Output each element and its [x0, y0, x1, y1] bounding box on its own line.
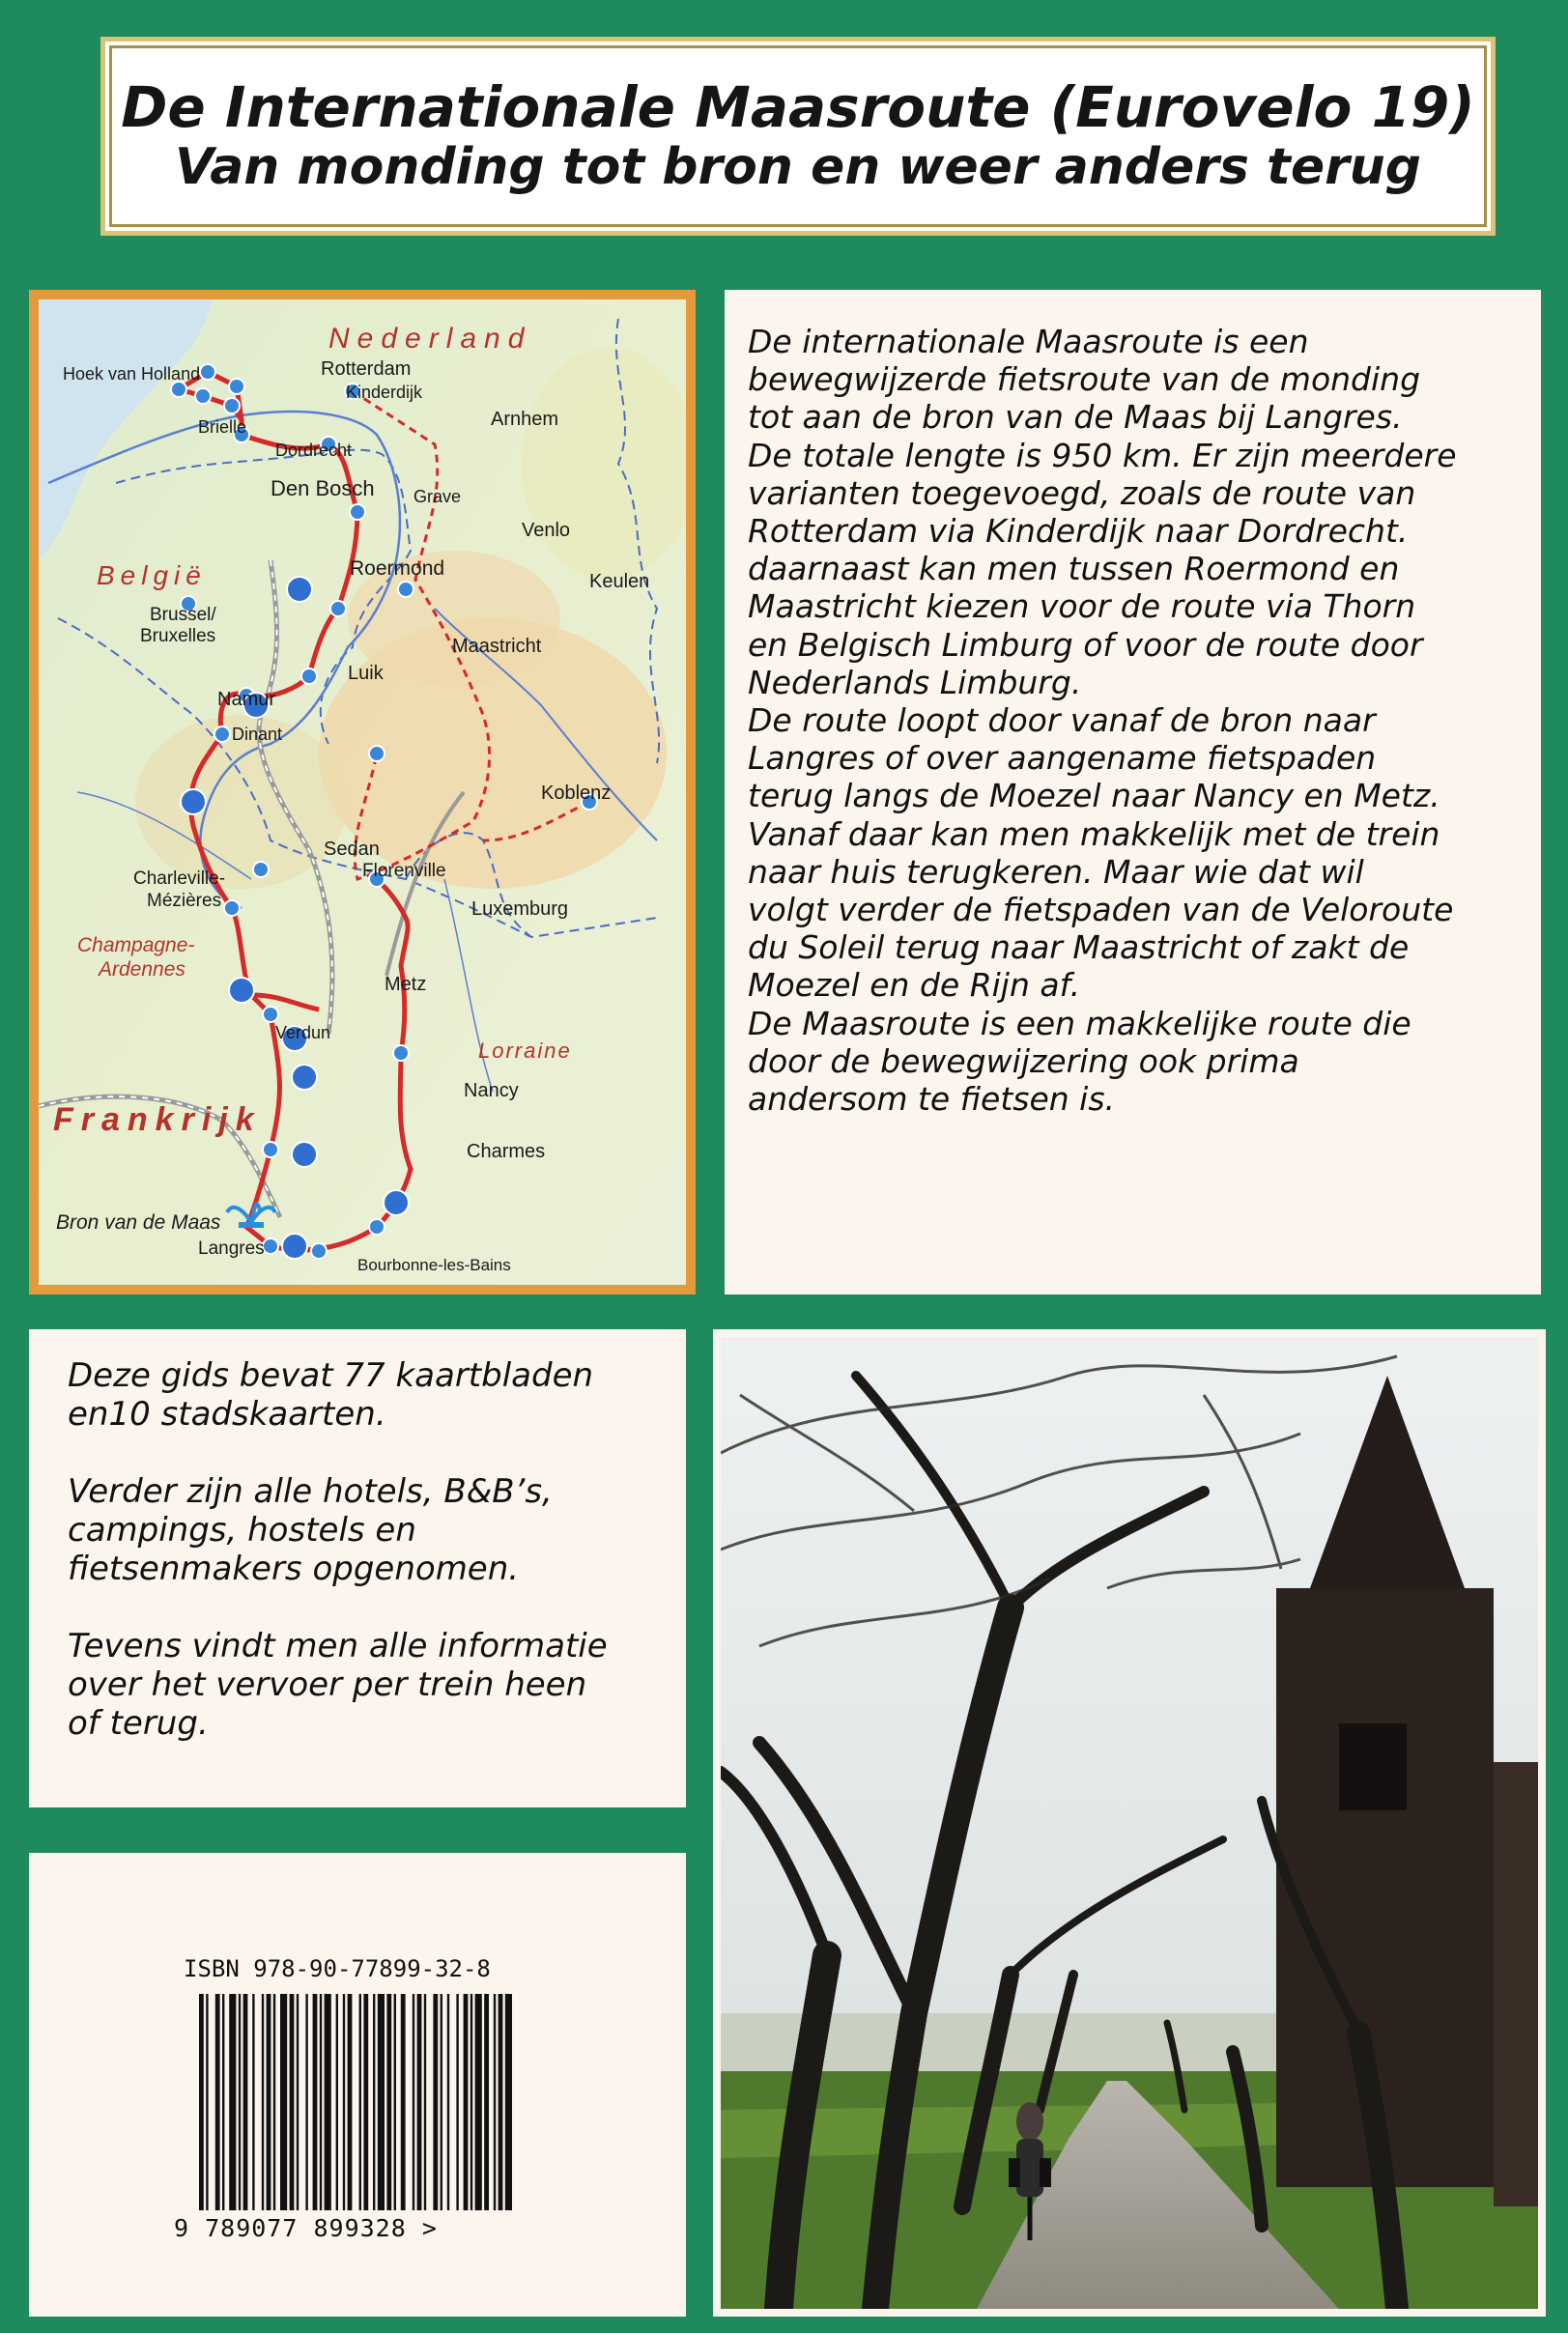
barcode-bar — [243, 1994, 248, 2210]
isbn-number: ISBN 978-90-77899-32-8 — [184, 1955, 491, 1982]
barcode-bar — [417, 1994, 422, 2210]
barcode-bar — [394, 1994, 396, 2210]
place-label: Bruxelles — [140, 626, 216, 646]
station-dot — [224, 398, 240, 413]
barcode-bar — [290, 1994, 295, 2210]
place-label: Hoek van Holland — [63, 364, 201, 384]
info-paragraph: Deze gids bevat 77 kaartbladen en10 stadskaarten. — [68, 1356, 594, 1434]
description-text: De internationale Maasroute is een bewegwijzerde fietsroute van de monding tot aan de bron van de Maas bij Langres. De totale lengte is 950 km. Er zijn meerdere varianten toegevoegd, zoals de route van Rotterdam via Kinderdijk naar Dordrecht. daarnaast kan men tussen Roermond en Maastricht kiezen voor de route via Thorn en Belgisch Limburg of voor de route door Nederlands Limburg. De route loopt door vanaf de bron naar Langres of over aangename fietspaden terug langs de Moezel naar Nancy en Metz. Vanaf daar kan men makkelijk met de trein naar huis terugkeren. Maar wie dat wil volgt verder de fietspaden van de Veloroute du Soleil terug naar Maastricht of zakt de Moezel en de Rijn af. De Maasroute is een makkelijke route die door de bewegwijzering ook prima andersom te fietsen is. — [748, 323, 1457, 1119]
place-label: Bourbonne-les-Bains — [357, 1256, 511, 1274]
place-label: Maastricht — [452, 636, 542, 657]
place-label: Dordrecht — [275, 441, 353, 460]
barcode-bar — [313, 1994, 318, 2210]
barcode-bar — [206, 1994, 208, 2210]
station-dot — [398, 582, 413, 597]
barcode-bar — [447, 1994, 449, 2210]
place-label: Bron van de Maas — [56, 1211, 221, 1234]
bike-icon — [287, 577, 312, 602]
barcode-bar — [343, 1994, 345, 2210]
country-label: Frankrijk — [53, 1101, 262, 1138]
station-dot — [369, 746, 385, 761]
info-panel — [29, 1329, 686, 1807]
barcode-bar — [280, 1994, 287, 2210]
barcode-bar — [215, 1994, 220, 2210]
place-label: Florenville — [362, 861, 446, 881]
barcode-bar — [222, 1994, 224, 2210]
route-map — [39, 299, 686, 1285]
place-label: Koblenz — [541, 782, 612, 804]
barcode-bar — [494, 1994, 496, 2210]
description-panel — [725, 290, 1541, 1295]
station-dot — [369, 1219, 385, 1235]
page-subtitle: Van monding tot bron en weer anders terug — [174, 138, 1422, 197]
place-label: Roermond — [350, 557, 445, 580]
station-dot — [171, 382, 186, 397]
barcode-bar — [433, 1994, 438, 2210]
bike-icon — [384, 1190, 409, 1215]
station-dot — [263, 1007, 278, 1022]
barcode-bar — [499, 1994, 503, 2210]
station-dot — [195, 388, 211, 404]
barcode-bar — [470, 1994, 472, 2210]
barcode-bar — [199, 1994, 204, 2210]
bike-icon — [292, 1142, 317, 1167]
place-label: Grave — [413, 487, 462, 506]
place-label: Mézières — [147, 891, 222, 911]
isbn-panel — [29, 1853, 686, 2317]
place-label: Kinderdijk — [346, 383, 423, 402]
bike-icon — [181, 789, 206, 814]
place-label: Luik — [348, 663, 384, 684]
station-dot — [229, 379, 244, 394]
barcode-graphic — [199, 1994, 512, 2210]
barcode-bar — [363, 1994, 368, 2210]
place-label: Den Bosch — [271, 476, 375, 500]
station-dot — [253, 862, 269, 877]
region-label: Ardennes — [99, 958, 185, 981]
place-label: Brussel/ — [150, 605, 216, 625]
station-dot — [350, 504, 365, 520]
place-label: Sedan — [324, 839, 380, 860]
title-banner — [100, 37, 1496, 236]
region-label: Lorraine — [478, 1038, 572, 1063]
cyclist-photo — [721, 1337, 1538, 2309]
country-label: België — [97, 560, 207, 590]
station-dot — [224, 900, 240, 916]
station-dot — [200, 364, 215, 380]
place-label: Arnhem — [491, 409, 559, 430]
country-label: Nederland — [328, 323, 532, 355]
barcode-bar — [336, 1994, 338, 2210]
barcode-bar — [413, 1994, 414, 2210]
barcode-bar — [297, 1994, 299, 2210]
station-dot — [263, 1238, 278, 1254]
barcode-bar — [484, 1994, 489, 2210]
place-label: Dinant — [232, 725, 283, 744]
bike-icon — [229, 978, 254, 1003]
station-dot — [301, 669, 317, 684]
place-label: Charleville- — [133, 868, 226, 889]
photo-church-tower — [1276, 1588, 1494, 2187]
barcode-bar — [475, 1994, 482, 2210]
place-label: Brielle — [198, 417, 247, 437]
station-dot — [214, 726, 230, 742]
place-label: Metz — [385, 974, 427, 995]
barcode-bar — [464, 1994, 469, 2210]
barcode-bar — [373, 1994, 375, 2210]
place-label: Namur — [217, 689, 276, 710]
photo-frame — [713, 1329, 1546, 2317]
barcode-bar — [229, 1994, 236, 2210]
info-paragraph: Tevens vindt men alle informatie over het vervoer per trein heen of terug. — [68, 1627, 608, 1743]
page-title: De Internationale Maasroute (Eurovelo 19) — [121, 74, 1475, 141]
place-label: Nancy — [464, 1080, 519, 1101]
bike-icon — [282, 1234, 307, 1259]
place-label: Langres — [198, 1238, 265, 1259]
region-label: Champagne- — [77, 934, 195, 956]
barcode-bar — [348, 1994, 353, 2210]
barcode-bar — [252, 1994, 254, 2210]
barcode-bar — [325, 1994, 331, 2210]
barcode-bar — [267, 1994, 271, 2210]
place-label: Venlo — [522, 520, 571, 541]
photo-tower-window — [1339, 1723, 1407, 1810]
station-dot — [393, 1045, 409, 1061]
barcode-bar — [424, 1994, 426, 2210]
photo-church-nave — [1494, 1762, 1538, 2206]
barcode-bar — [456, 1994, 458, 2210]
barcode-bar — [441, 1994, 442, 2210]
barcode-bar — [378, 1994, 385, 2210]
barcode-bar — [401, 1994, 406, 2210]
barcode-bar — [239, 1994, 241, 2210]
station-dot — [263, 1142, 278, 1157]
barcode-digits: 9 789077 899328 > — [174, 2214, 438, 2242]
bike-icon — [292, 1065, 317, 1090]
route-map-frame — [29, 290, 696, 1295]
place-label: Keulen — [589, 571, 650, 592]
barcode-bar — [505, 1994, 512, 2210]
barcode-bar — [273, 1994, 275, 2210]
barcode-bar — [262, 1994, 264, 2210]
place-label: Luxemburg — [471, 898, 569, 920]
place-label: Verdun — [275, 1023, 331, 1042]
station-dot — [330, 601, 346, 616]
place-label: Charmes — [467, 1141, 546, 1162]
barcode-bar — [386, 1994, 391, 2210]
info-paragraph: Verder zijn alle hotels, B&B’s, campings, hostels en fietsenmakers opgenomen. — [68, 1472, 553, 1588]
barcode-bar — [320, 1994, 322, 2210]
place-label: Rotterdam — [321, 358, 412, 380]
barcode-bar — [359, 1994, 361, 2210]
barcode-bar — [305, 1994, 307, 2210]
station-dot — [311, 1243, 327, 1259]
